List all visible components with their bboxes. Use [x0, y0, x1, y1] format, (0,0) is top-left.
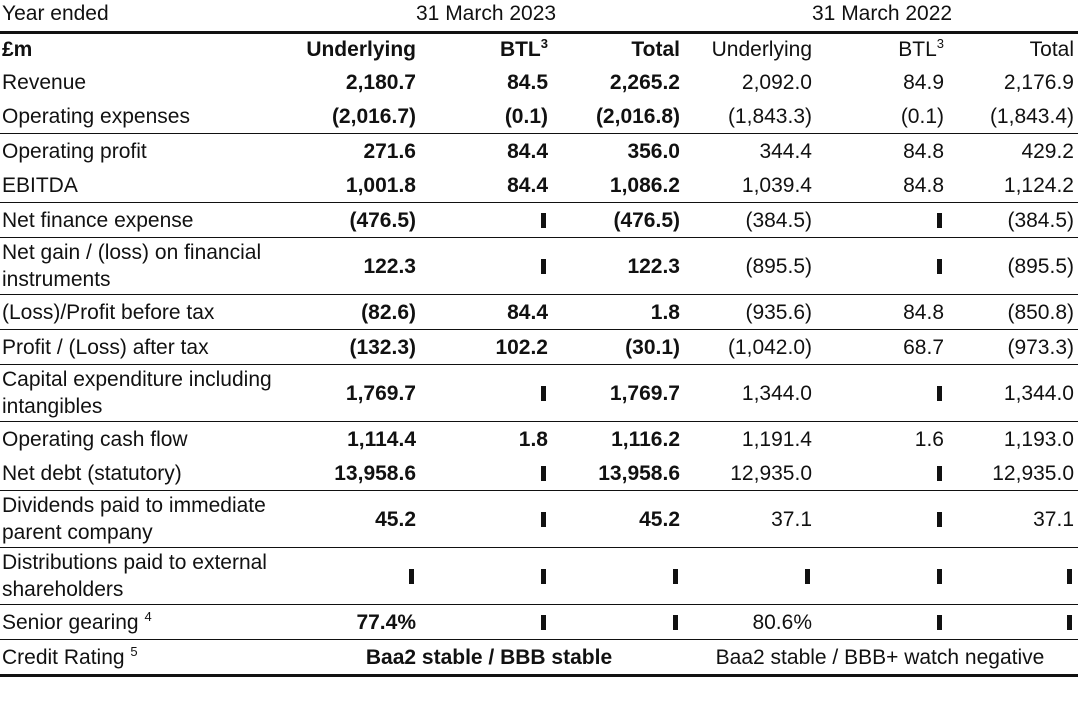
- value-cell: 84.8: [903, 139, 944, 163]
- row-label-text: EBITDA: [2, 173, 78, 197]
- col-underlying-2022: Underlying: [711, 38, 812, 61]
- value-cell: 1.8: [552, 295, 684, 330]
- value-cell: (0.1): [816, 99, 948, 134]
- value-cell: 356.0: [627, 139, 680, 163]
- col-total-2022: Total: [1029, 38, 1074, 61]
- value-cell: 271.6: [363, 139, 416, 163]
- value-cell: 84.8: [816, 295, 948, 330]
- row-label-text: Capital expenditure including intangibles: [2, 368, 272, 418]
- row-label: [0, 99, 296, 134]
- row-label: [0, 65, 296, 99]
- nil-dash-icon: [1067, 569, 1072, 584]
- row-label-text: Net finance expense: [2, 208, 194, 232]
- row-label-text: Credit Rating: [2, 645, 125, 669]
- value-cell: (895.5): [684, 238, 816, 295]
- value-cell: [816, 605, 948, 640]
- nil-dash-icon: [541, 213, 546, 228]
- value-cell: [684, 548, 816, 605]
- period-header: [0, 0, 1078, 34]
- footnote-marker: 5: [130, 643, 138, 659]
- value-cell: 344.4: [759, 139, 812, 163]
- value-cell: 13,958.6: [552, 456, 684, 491]
- value-cell: [816, 548, 948, 605]
- nil-dash-icon: [937, 213, 942, 228]
- nil-dash-icon: [541, 386, 546, 401]
- nil-dash-icon: [937, 259, 942, 274]
- value-cell: 1,114.4: [347, 427, 416, 451]
- value-cell: (30.1): [552, 330, 684, 365]
- value-cell: 84.5: [507, 70, 548, 94]
- value-cell: [420, 365, 552, 422]
- value-cell: 122.3: [296, 238, 420, 295]
- value-cell: 429.2: [1021, 139, 1074, 163]
- btl-text: BTL: [499, 38, 541, 61]
- credit-rating-row: [0, 640, 1078, 676]
- value-cell: 1,086.2: [552, 168, 684, 203]
- value-cell: (1,843.3): [684, 99, 816, 134]
- value-cell: [420, 238, 552, 295]
- value-cell: 1,039.4: [684, 168, 816, 203]
- row-label: [0, 134, 296, 169]
- value-cell: (1,843.4): [948, 99, 1078, 134]
- nil-dash-icon: [937, 569, 942, 584]
- value-cell: 37.1: [684, 491, 816, 548]
- value-cell: 68.7: [816, 330, 948, 365]
- table-row: [0, 99, 1078, 134]
- table-row: [0, 134, 1078, 169]
- col-total-2023: Total: [631, 38, 680, 61]
- value-cell: 1,769.7: [552, 365, 684, 422]
- value-cell: 13,958.6: [296, 456, 420, 491]
- table-row: [0, 330, 1078, 365]
- row-label-text: Revenue: [2, 70, 87, 94]
- value-cell: (132.3): [296, 330, 420, 365]
- value-cell: [816, 491, 948, 548]
- row-label: [0, 295, 296, 330]
- row-label-text: Dividends paid to immediate parent company: [2, 494, 266, 544]
- value-cell: (384.5): [948, 203, 1078, 238]
- row-label-text: Distributions paid to external shareholders: [2, 551, 267, 601]
- nil-dash-icon: [673, 569, 678, 584]
- value-cell: (2,016.7): [296, 99, 420, 134]
- table-row: [0, 168, 1078, 203]
- table-row: [0, 548, 1078, 605]
- row-label: [0, 456, 296, 491]
- value-cell: 77.4%: [296, 605, 420, 640]
- row-label-text: Net gain / (loss) on financial instruments: [2, 241, 262, 291]
- row-label: [0, 640, 296, 676]
- row-label-text: (Loss)/Profit before tax: [2, 300, 215, 324]
- table-row: [0, 605, 1078, 640]
- value-cell: 1.6: [914, 427, 944, 451]
- value-cell: [296, 548, 420, 605]
- value-cell: [420, 491, 552, 548]
- value-cell: 84.4: [507, 139, 548, 163]
- nil-dash-icon: [937, 466, 942, 481]
- value-cell: 80.6%: [684, 605, 816, 640]
- value-cell: [552, 548, 684, 605]
- value-cell: [552, 605, 684, 640]
- btl-text: BTL: [898, 38, 937, 61]
- credit-rating-2022: Baa2 stable / BBB+ watch negative: [684, 640, 1078, 676]
- value-cell: (82.6): [296, 295, 420, 330]
- value-cell: 1.8: [518, 427, 548, 451]
- value-cell: [948, 605, 1078, 640]
- value-cell: 84.4: [420, 295, 552, 330]
- footnote-marker: 4: [144, 608, 152, 624]
- value-cell: (384.5): [684, 203, 816, 238]
- value-cell: [420, 548, 552, 605]
- nil-dash-icon: [673, 615, 678, 630]
- value-cell: 12,935.0: [684, 456, 816, 491]
- value-cell: [816, 456, 948, 491]
- row-label-text: Operating cash flow: [2, 427, 188, 451]
- row-label-text: Operating expenses: [2, 104, 190, 128]
- value-cell: 1,344.0: [684, 365, 816, 422]
- column-header-row: [0, 34, 1078, 65]
- nil-dash-icon: [937, 615, 942, 630]
- row-label: [0, 330, 296, 365]
- value-cell: [948, 548, 1078, 605]
- row-label-text: Senior gearing: [2, 610, 139, 634]
- row-label: [0, 605, 296, 640]
- value-cell: (476.5): [296, 203, 420, 238]
- value-cell: 45.2: [296, 491, 420, 548]
- value-cell: 1,191.4: [741, 427, 812, 451]
- value-cell: 12,935.0: [948, 456, 1078, 491]
- table-row: [0, 238, 1078, 295]
- year-ended-label: Year ended: [2, 2, 109, 25]
- value-cell: 1,116.2: [611, 427, 680, 451]
- btl-footnote: 3: [540, 36, 548, 51]
- nil-dash-icon: [805, 569, 810, 584]
- value-cell: 84.9: [903, 70, 944, 94]
- row-label: [0, 422, 296, 457]
- credit-rating-2023: Baa2 stable / BBB stable: [296, 640, 684, 676]
- row-label: [0, 238, 296, 295]
- value-cell: [420, 605, 552, 640]
- col-underlying-2023: Underlying: [306, 38, 416, 61]
- table-row: [0, 203, 1078, 238]
- table-body: [0, 65, 1078, 676]
- row-label: [0, 203, 296, 238]
- value-cell: 1,344.0: [948, 365, 1078, 422]
- table-row: [0, 295, 1078, 330]
- table-row: [0, 365, 1078, 422]
- nil-dash-icon: [541, 466, 546, 481]
- value-cell: [816, 203, 948, 238]
- value-cell: (476.5): [552, 203, 684, 238]
- year-2022-heading: 31 March 2022: [812, 2, 953, 25]
- value-cell: 84.4: [420, 168, 552, 203]
- value-cell: 37.1: [948, 491, 1078, 548]
- value-cell: [420, 456, 552, 491]
- row-label: [0, 491, 296, 548]
- value-cell: (850.8): [948, 295, 1078, 330]
- value-cell: (1,042.0): [684, 330, 816, 365]
- row-label-text: Net debt (statutory): [2, 461, 182, 485]
- row-label: [0, 168, 296, 203]
- table-row: [0, 491, 1078, 548]
- value-cell: 84.8: [816, 168, 948, 203]
- nil-dash-icon: [1067, 615, 1072, 630]
- value-cell: 2,176.9: [1003, 70, 1074, 94]
- col-btl-2023: [420, 34, 552, 65]
- value-cell: 2,265.2: [609, 70, 680, 94]
- value-cell: (973.3): [948, 330, 1078, 365]
- nil-dash-icon: [541, 569, 546, 584]
- nil-dash-icon: [541, 259, 546, 274]
- value-cell: 1,001.8: [296, 168, 420, 203]
- value-cell: (0.1): [420, 99, 552, 134]
- value-cell: 2,092.0: [741, 70, 812, 94]
- nil-dash-icon: [409, 569, 414, 584]
- value-cell: 1,769.7: [296, 365, 420, 422]
- row-label-text: Operating profit: [2, 139, 147, 163]
- row-label-text: Profit / (Loss) after tax: [2, 335, 209, 359]
- table-row: [0, 65, 1078, 99]
- nil-dash-icon: [937, 386, 942, 401]
- value-cell: [816, 238, 948, 295]
- btl-footnote: 3: [936, 36, 944, 51]
- row-label: [0, 548, 296, 605]
- value-cell: (895.5): [948, 238, 1078, 295]
- value-cell: 1,124.2: [948, 168, 1078, 203]
- value-cell: 122.3: [552, 238, 684, 295]
- value-cell: (2,016.8): [552, 99, 684, 134]
- value-cell: [816, 365, 948, 422]
- unit-label: £m: [2, 38, 33, 61]
- nil-dash-icon: [541, 512, 546, 527]
- value-cell: [420, 203, 552, 238]
- table-row: [0, 456, 1078, 491]
- value-cell: (935.6): [684, 295, 816, 330]
- value-cell: 2,180.7: [345, 70, 416, 94]
- nil-dash-icon: [937, 512, 942, 527]
- financial-table: [0, 34, 1078, 677]
- nil-dash-icon: [541, 615, 546, 630]
- value-cell: 102.2: [420, 330, 552, 365]
- row-label: [0, 365, 296, 422]
- col-btl-2022: [816, 34, 948, 65]
- year-2023-heading: 31 March 2023: [416, 2, 557, 25]
- value-cell: 45.2: [552, 491, 684, 548]
- table-row: [0, 422, 1078, 457]
- value-cell: 1,193.0: [1003, 427, 1074, 451]
